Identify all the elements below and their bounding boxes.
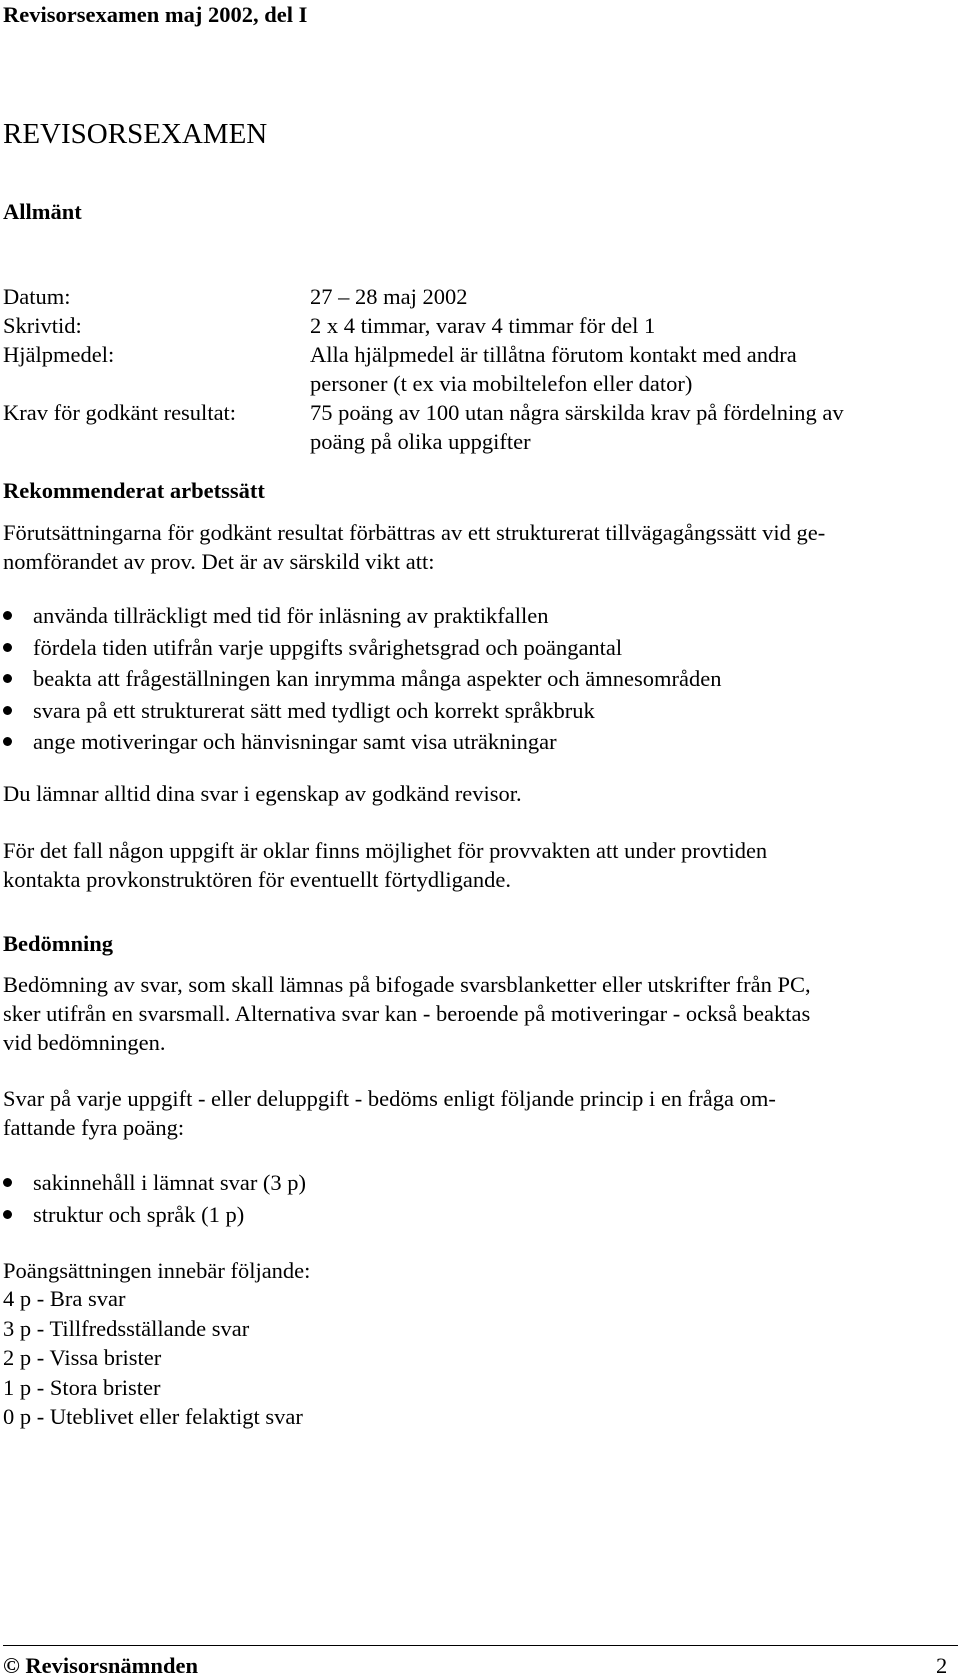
info-value-line: 27 – 28 maj 2002 xyxy=(310,284,468,309)
info-label: Skrivtid: xyxy=(3,313,82,338)
info-row-date xyxy=(3,282,943,311)
list-item-text: fördela tiden utifrån varje uppgifts svårighetsgrad och poängantal xyxy=(33,634,623,660)
paragraph-line: fattande fyra poäng: xyxy=(3,1115,185,1140)
assessment-bullet-list xyxy=(3,1167,306,1230)
assessment-paragraph-1 xyxy=(3,970,933,1057)
info-label: Datum: xyxy=(3,284,71,309)
info-value xyxy=(310,398,943,456)
list-item xyxy=(3,632,721,664)
bullet-icon xyxy=(3,674,12,683)
note-unclear-question xyxy=(3,836,933,894)
footer-copyright: © Revisorsnämnden xyxy=(3,1653,198,1678)
score-line: 1 p - Stora brister xyxy=(3,1374,161,1400)
list-item xyxy=(3,1167,306,1199)
bullet-icon xyxy=(3,643,12,652)
recommended-bullet-list xyxy=(3,600,721,758)
bullet-icon xyxy=(3,1210,12,1219)
paragraph-line: nomförandet av prov. Det är av särskild vikt att: xyxy=(3,549,435,574)
info-value xyxy=(310,311,943,340)
score-line: 0 p - Uteblivet eller felaktigt svar xyxy=(3,1404,303,1429)
bullet-icon xyxy=(3,706,12,715)
paragraph-line: Bedömning av svar, som skall lämnas på bifogade svarsblanketter eller utskrifter från PC, xyxy=(3,972,811,997)
info-value-line: personer (t ex via mobiltelefon eller dator) xyxy=(310,371,693,396)
info-row-pass-requirement xyxy=(3,398,943,456)
info-label: Hjälpmedel: xyxy=(3,342,115,367)
scoring-intro: Poängsättningen innebär följande: xyxy=(3,1258,311,1283)
score-line: 2 p - Vissa brister xyxy=(3,1345,162,1370)
list-item xyxy=(3,663,721,695)
list-item xyxy=(3,1199,306,1231)
page-header: Revisorsexamen maj 2002, del I xyxy=(3,2,308,27)
paragraph-line: kontakta provkonstruktören för eventuellt förtydligande. xyxy=(3,867,511,892)
list-item xyxy=(3,695,721,727)
list-item xyxy=(3,726,721,758)
paragraph-line: Svar på varje uppgift - eller deluppgift - bedöms enligt följande princip i en fråga om- xyxy=(3,1086,776,1111)
assessment-paragraph-2 xyxy=(3,1084,933,1142)
page-number: 2 xyxy=(936,1653,948,1678)
info-value xyxy=(310,282,943,311)
document-title: REVISORSEXAMEN xyxy=(3,118,268,150)
list-item-text: svara på ett strukturerat sätt med tydligt och korrekt språkbruk xyxy=(33,697,595,723)
section-heading-general: Allmänt xyxy=(3,199,82,224)
list-item-text: sakinnehåll i lämnat svar (3 p) xyxy=(33,1170,307,1195)
list-item-text: struktur och språk (1 p) xyxy=(33,1201,245,1227)
recommended-intro xyxy=(3,518,933,576)
bullet-icon xyxy=(3,737,12,746)
info-row-aids xyxy=(3,340,943,398)
info-value-line: 75 poäng av 100 utan några särskilda krav på fördelning av xyxy=(310,400,844,425)
document-page xyxy=(3,0,953,1677)
bullet-icon xyxy=(3,611,12,620)
info-value-line: Alla hjälpmedel är tillåtna förutom kontakt med andra xyxy=(310,342,797,367)
list-item-text: använda tillräckligt med tid för inläsning av praktikfallen xyxy=(33,603,549,628)
info-label: Krav för godkänt resultat: xyxy=(3,400,237,425)
footer-divider xyxy=(3,1645,958,1646)
list-item-text: ange motiveringar och hänvisningar samt visa uträkningar xyxy=(33,729,557,754)
list-item-text: beakta att frågeställningen kan inrymma många aspekter och ämnesområden xyxy=(33,666,722,691)
info-value xyxy=(310,340,943,398)
score-line: 4 p - Bra svar xyxy=(3,1286,126,1311)
scoring-list xyxy=(3,1284,303,1432)
section-heading-recommended: Rekommenderat arbetssätt xyxy=(3,478,265,503)
paragraph-line: vid bedömningen. xyxy=(3,1030,166,1055)
exam-info-table xyxy=(3,282,943,456)
info-value-line: poäng på olika uppgifter xyxy=(310,429,531,454)
note-signing-capacity: Du lämnar alltid dina svar i egenskap av godkänd revisor. xyxy=(3,781,522,806)
paragraph-line: För det fall någon uppgift är oklar finns möjlighet för provvakten att under provtiden xyxy=(3,838,768,863)
score-line: 3 p - Tillfredsställande svar xyxy=(3,1315,250,1341)
info-value-line: 2 x 4 timmar, varav 4 timmar för del 1 xyxy=(310,313,656,338)
section-heading-assessment: Bedömning xyxy=(3,931,114,956)
list-item xyxy=(3,600,721,632)
paragraph-line: Förutsättningarna för godkänt resultat förbättras av ett strukturerat tillvägagångssätt vid ge- xyxy=(3,520,826,545)
bullet-icon xyxy=(3,1178,12,1187)
paragraph-line: sker utifrån en svarsmall. Alternativa svar kan - beroende på motiveringar - också beaktas xyxy=(3,1001,811,1026)
info-row-writing-time xyxy=(3,311,943,340)
